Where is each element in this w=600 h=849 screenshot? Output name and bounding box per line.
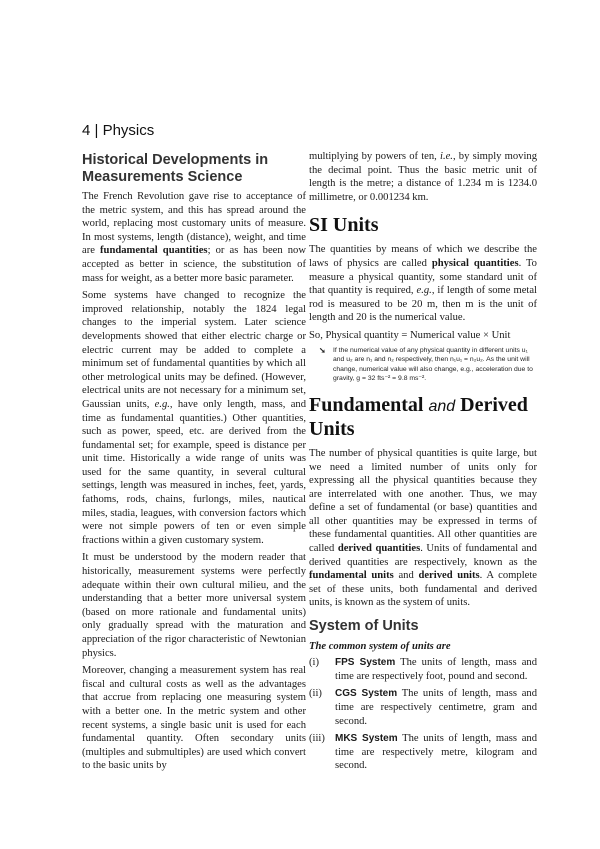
right-column — [309, 150, 537, 777]
left-column — [82, 150, 306, 777]
paragraph: Moreover, changing a measurement system has real fiscal and cultural costs as well as the advantages that accrue from replacing one measuring system with a better one. In the metric system and other recent systems, a single basic unit is used for each fundamental quantity. Often secondary units (multiples and submultiples) are used which convert to the basic units by — [82, 665, 306, 772]
units-list — [309, 656, 537, 773]
section-heading-si-units: SI Units — [309, 214, 379, 237]
paragraph: The quantities by means of which we describe the laws of physics are called physical quantities. To measure a physical quantity, some standard unit of that quantity is required, e.g., if length of some metal rod is measured to be 20 m, then m is the unit of length and 20 is the numerical value. — [309, 244, 537, 324]
paragraph: The number of physical quantities is quite large, but we need a limited number of units only for expressing all the physical quantities because they are interrelated with one another. Thus, we may define a set of fundamental (or base) quantities and all other quantities may be expressed in terms of these fundamental quantities. All other quantities are called derived quantities. Units of fundamental and derived quantities are respectively, known as the fundamental units and derived units. A complete set of these units, both fundamental and derived units, is known as the system of units. — [309, 447, 537, 609]
list-item: (iii) MKS System The units of length, mass and time are respectively metre, kilogram and second. — [309, 733, 537, 772]
note-text: If the numerical value of any physical quantity in different units u₁ and u₂ are n₁ and n₂ respectively, then n₁u₁ = n₂u₂. As the unit will change, numerical value will also change, e.g., acceleration due to gravity, g = 32 fts⁻² = 9.8 ms⁻². — [333, 346, 533, 383]
paragraph: The French Revolution gave rise to acceptance of the metric system, and this has spread around the world, replacing most customary units of measure. In most systems, length (distance), weight, and time are fundamental quantities; or as has been now accepted as better in science, the substitution of mass for weight, as a better more basic parameter. — [82, 191, 306, 284]
section-heading-fundamental-derived: Fundamental and Derived Units — [309, 393, 528, 440]
section-heading-system-of-units: System of Units — [309, 618, 419, 635]
subheading: The common system of units are — [309, 640, 451, 652]
section-heading-historical: Historical Developments in Measurements Science — [82, 152, 269, 185]
running-head: 4 | Physics — [82, 122, 155, 139]
list-item: (i) FPS System The units of length, mass and time are respectively foot, pound and second. — [309, 657, 537, 682]
note — [319, 346, 537, 384]
list-item: (ii) CGS System The units of length, mass and time are respectively centimetre, gram and second. — [309, 688, 537, 727]
arrow-icon: ➘ — [319, 345, 326, 355]
formula-line: So, Physical quantity = Numerical value × Unit — [309, 329, 511, 341]
paragraph: multiplying by powers of ten, i.e., by simply moving the decimal point. Thus the basic metric unit of length is the metre; a distance of 1.234 m is 1234.0 millimetre, or 0.001234 km. — [309, 151, 537, 203]
paragraph: Some systems have changed to recognize the improved relationship, notably the 1824 legal changes to the imperial system. Later science developments showed that either electric charge or electric current may be added to complete a minimum set of fundamental quantities by which all other metrological units may be defined. (However, electrical units are not necessary for a minimum set, Gaussian units, e.g., have only length, mass, and time as fundamental quantities.) Other quantities, such as power, speed, etc. are derived from the fundamental set; for example, speed is distance per unit time. Historically a wide range of units was used for the same quantity, in several cultural settings, length was measured in inches, feet, yards, fathoms, rods, chains, furlongs, miles, nautical miles, stadia, leagues, with conversion factors which were not simple powers of ten or even simple fractions within a given customary system. — [82, 290, 306, 546]
paragraph: It must be understood by the modern reader that historically, measurement systems were perfectly adequate within their own cultural milieu, and the understanding that a better more universal system (based on more rationale and fundamental units) only gradually spread with the maturation and appreciation of the rigor characteristic of Newtonian physics. — [82, 552, 306, 659]
